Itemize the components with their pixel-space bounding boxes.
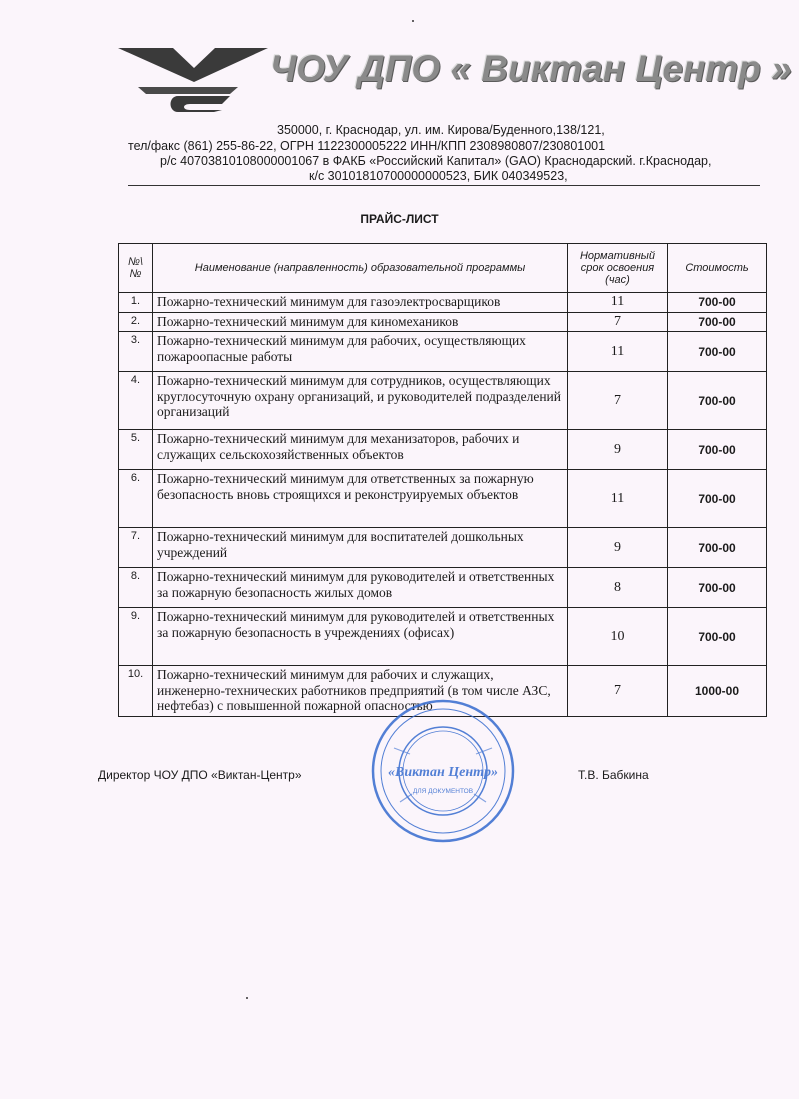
stamp-sub-text: ДЛЯ ДОКУМЕНТОВ [412,788,474,795]
row-program-name: Пожарно-технический минимум для рабочих и служащих, инженерно-технических работников предприятий (в том числе АЗС, нефтебаз) с повышенной пожарной опасностью [153,666,568,717]
signature-director-label: Директор ЧОУ ДПО «Виктан-Центр» [98,768,302,782]
row-program-name: Пожарно-технический минимум для руководителей и ответственных за пожарную безопасность в учреждениях (офисах) [153,608,568,666]
col-header-hours: Нормативный срок освоения (час) [568,244,668,293]
table-row [119,528,767,568]
header-phone-ogrn: тел/факс (861) 255-86-22, ОГРН 1122300005222 ИНН/КПП 2308980807/230801001 [128,139,606,153]
col-header-name: Наименование (направленность) образовательной программы [153,244,568,293]
row-num: 1. [119,293,153,313]
table-row [119,293,767,313]
table-header-row [119,244,767,293]
row-cost: 700-00 [668,470,767,528]
round-seal-stamp [370,698,516,844]
row-cost: 700-00 [668,332,767,372]
table-row [119,332,767,372]
row-program-name: Пожарно-технический минимум для рабочих, осуществляющих пожароопасные работы [153,332,568,372]
row-num: 5. [119,430,153,470]
row-num: 3. [119,332,153,372]
row-hours: 7 [568,372,668,430]
row-num: 2. [119,312,153,332]
row-cost: 1000-00 [668,666,767,717]
speck [412,20,414,22]
row-cost: 700-00 [668,372,767,430]
row-hours: 11 [568,470,668,528]
row-hours: 11 [568,293,668,313]
row-num: 9. [119,608,153,666]
table-row [119,568,767,608]
header-bank-account: р/с 40703810108000001067 в ФАКБ «Российский Капитал» (GAO) Краснодарский. г.Краснодар, [160,154,712,168]
header-corr-account: к/с 30101810700000000523, БИК 040349523, [309,169,568,183]
table-row [119,372,767,430]
row-num: 7. [119,528,153,568]
col-header-cost: Стоимость [668,244,767,293]
price-table [118,243,767,717]
header-address: 350000, г. Краснодар, ул. им. Кирова/Буденного,138/121, [277,123,605,137]
row-num: 6. [119,470,153,528]
table-row [119,608,767,666]
row-hours: 9 [568,430,668,470]
stamp-center-text: «Виктан Центр» [388,765,498,780]
row-program-name: Пожарно-технический минимум для механизаторов, рабочих и служащих сельскохозяйственных объектов [153,430,568,470]
row-num: 8. [119,568,153,608]
row-num: 10. [119,666,153,717]
org-title: ЧОУ ДПО « Виктан Центр » [270,48,792,89]
row-hours: 10 [568,608,668,666]
row-program-name: Пожарно-технический минимум для руководителей и ответственных за пожарную безопасность жилых домов [153,568,568,608]
row-hours: 11 [568,332,668,372]
signature-name: Т.В. Бабкина [578,768,649,782]
table-row [119,430,767,470]
speck [246,997,248,999]
document-title: ПРАЙС-ЛИСТ [360,212,439,226]
row-hours: 7 [568,312,668,332]
row-hours: 9 [568,528,668,568]
row-num: 4. [119,372,153,430]
col-header-num: №\ № [119,244,153,293]
row-program-name: Пожарно-технический минимум для воспитателей дошкольных учреждений [153,528,568,568]
table-row [119,470,767,528]
row-program-name: Пожарно-технический минимум для ответственных за пожарную безопасность вновь строящихся и реконструируемых объектов [153,470,568,528]
row-cost: 700-00 [668,430,767,470]
row-cost: 700-00 [668,293,767,313]
header-divider [128,185,760,186]
row-cost: 700-00 [668,528,767,568]
row-cost: 700-00 [668,608,767,666]
row-hours: 8 [568,568,668,608]
table-row [119,312,767,332]
row-program-name: Пожарно-технический минимум для киномехаников [153,312,568,332]
row-program-name: Пожарно-технический минимум для газоэлектросварщиков [153,293,568,313]
company-logo [118,42,268,112]
row-cost: 700-00 [668,312,767,332]
row-cost: 700-00 [668,568,767,608]
row-program-name: Пожарно-технический минимум для сотрудников, осуществляющих круглосуточную охрану организаций, и руководителей подразделений организаций [153,372,568,430]
row-hours: 7 [568,666,668,717]
